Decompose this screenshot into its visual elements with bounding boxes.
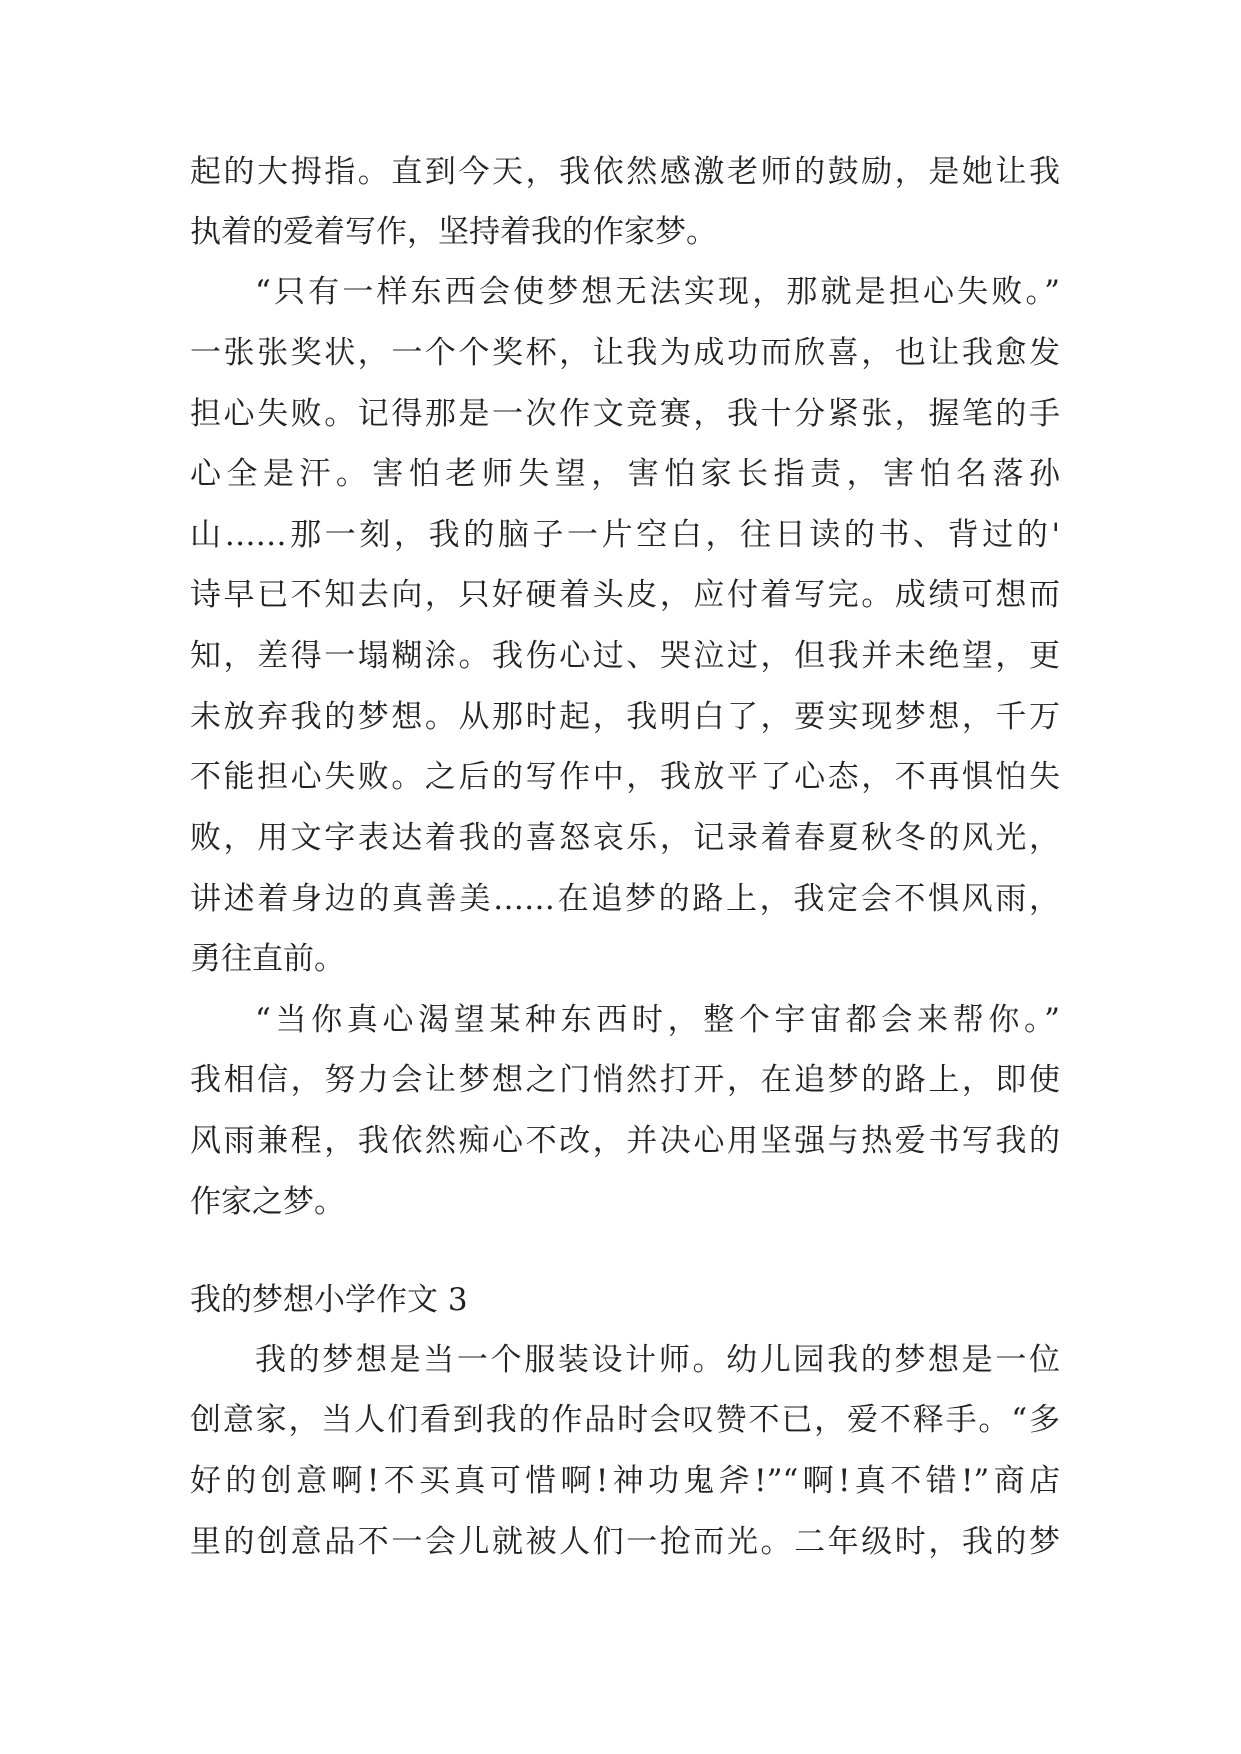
paragraph-line: 好的创意啊!不买真可惜啊!神功鬼斧!”“啊!真不错!”商店 [190,1463,1060,1499]
paragraph-line: 诗早已不知去向，只好硬着头皮，应付着写完。成绩可想而 [190,577,1060,613]
paragraph-line: 一张张奖状，一个个奖杯，让我为成功而欣喜，也让我愈发 [190,335,1060,371]
paragraph-line: 未放弃我的梦想。从那时起，我明白了，要实现梦想，千万 [190,699,1060,735]
paragraph-line: 山……那一刻，我的脑子一片空白，往日读的书、背过的' [190,517,1060,553]
paragraph-line: 风雨兼程，我依然痴心不改，并决心用坚强与热爱书写我的 [190,1123,1060,1159]
paragraph-line: 作家之梦。 [190,1184,345,1220]
paragraph-line: 败，用文字表达着我的喜怒哀乐，记录着春夏秋冬的风光， [190,820,1060,856]
section-heading: 我的梦想小学作文 3 [190,1282,468,1318]
paragraph-line: 执着的爱着写作，坚持着我的作家梦。 [190,214,717,250]
paragraph-line: 创意家，当人们看到我的作品时会叹赞不已，爱不释手。“多 [190,1402,1060,1438]
paragraph-line: 里的创意品不一会儿就被人们一抢而光。二年级时，我的梦 [190,1524,1060,1560]
paragraph-line: “当你真心渴望某种东西时，整个宇宙都会来帮你。” [255,1002,1060,1038]
paragraph-line: 勇往直前。 [190,941,345,977]
paragraph-line: 起的大拇指。直到今天，我依然感激老师的鼓励，是她让我 [190,154,1060,190]
paragraph-line: 知，差得一塌糊涂。我伤心过、哭泣过，但我并未绝望，更 [190,638,1060,674]
paragraph-line: 不能担心失败。之后的写作中，我放平了心态，不再惧怕失 [190,759,1060,795]
paragraph-line: 我相信，努力会让梦想之门悄然打开，在追梦的路上，即使 [190,1062,1060,1098]
paragraph-line: 担心失败。记得那是一次作文竞赛，我十分紧张，握笔的手 [190,396,1060,432]
paragraph-line: 我的梦想是当一个服装设计师。幼儿园我的梦想是一位 [255,1342,1060,1378]
paragraph-line: 讲述着身边的真善美……在追梦的路上，我定会不惧风雨， [190,881,1060,917]
paragraph-line: “只有一样东西会使梦想无法实现，那就是担心失败。” [255,274,1060,310]
paragraph-line: 心全是汗。害怕老师失望，害怕家长指责，害怕名落孙 [190,456,1060,492]
